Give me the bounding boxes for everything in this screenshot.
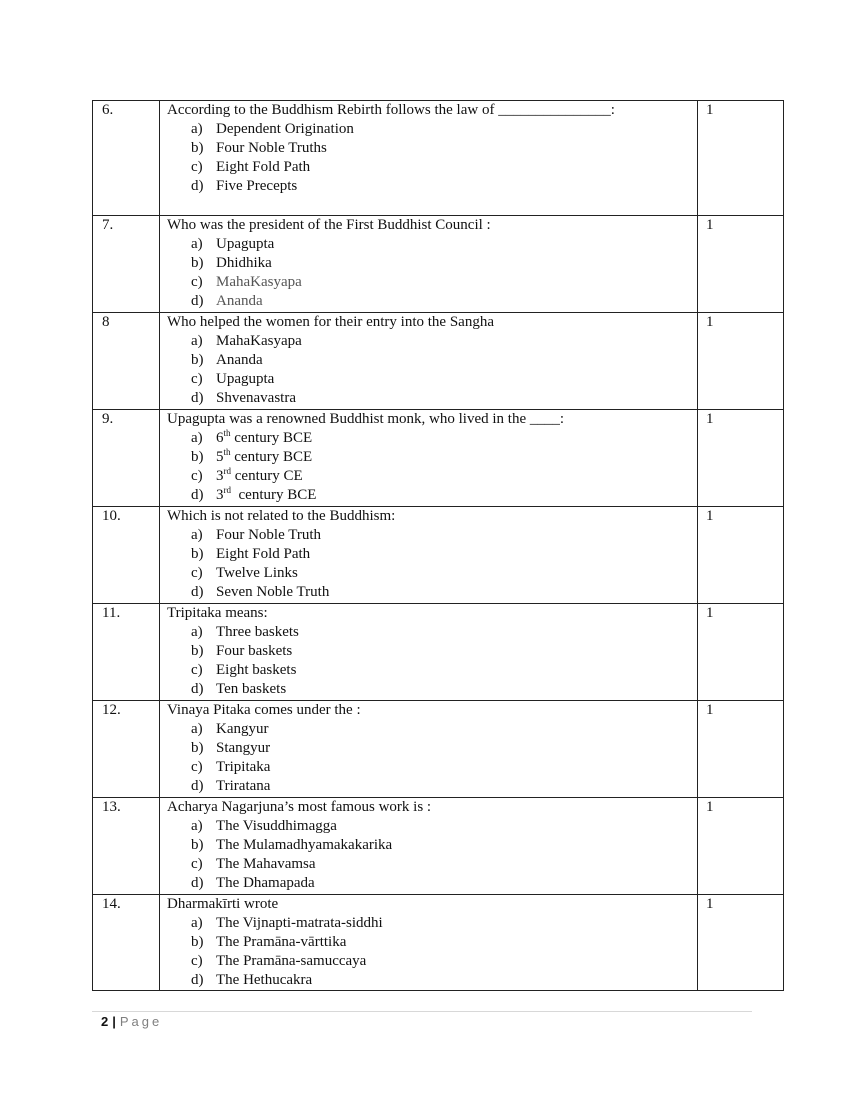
option-text: century BCE [230, 449, 313, 465]
option-item [191, 351, 697, 370]
option-number: 6 [216, 430, 224, 446]
page-footer [101, 1014, 162, 1029]
option-text: Dependent Origination [216, 121, 354, 137]
question-marks: 1 [698, 101, 784, 216]
option-text: Seven Noble Truth [216, 584, 330, 600]
option-item [191, 720, 697, 739]
option-item [191, 758, 697, 777]
option-text: Three baskets [216, 624, 299, 640]
option-text: Shvenavastra [216, 390, 296, 406]
option-text: Kangyur [216, 721, 269, 737]
question-number: 6. [93, 101, 160, 216]
question-text: According to the Buddhism Rebirth follows the law of _______________: [167, 102, 615, 118]
option-label: d) [191, 178, 204, 194]
option-item [191, 971, 697, 990]
option-label: c) [191, 468, 203, 484]
option-text: Ten baskets [216, 681, 287, 697]
option-item [191, 429, 697, 448]
option-label: a) [191, 430, 203, 446]
option-item [191, 933, 697, 952]
option-label: a) [191, 121, 203, 137]
option-label: d) [191, 390, 204, 406]
option-item [191, 389, 697, 408]
option-item [191, 739, 697, 758]
question-number: 7. [93, 216, 160, 313]
footer-separator: | [112, 1014, 116, 1029]
question-text: Upagupta was a renowned Buddhist monk, who lived in the ____: [167, 411, 565, 427]
question-marks: 1 [698, 216, 784, 313]
option-text: Four Noble Truths [216, 140, 327, 156]
option-number: 3 [216, 487, 224, 503]
option-label: a) [191, 818, 203, 834]
question-number: 9. [93, 410, 160, 507]
option-text: The Visuddhimagga [216, 818, 337, 834]
question-row [93, 216, 784, 313]
option-item [191, 545, 697, 564]
option-label: c) [191, 759, 203, 775]
option-item [191, 467, 697, 486]
option-text: Ananda [216, 352, 263, 368]
question-text: Tripitaka means: [167, 605, 268, 621]
option-list [167, 817, 697, 893]
option-ordinal-suffix: rd [223, 485, 231, 495]
option-label: b) [191, 740, 204, 756]
option-item [191, 486, 697, 505]
option-item [191, 235, 697, 254]
question-row [93, 507, 784, 604]
option-label: c) [191, 565, 203, 581]
option-text: Eight baskets [216, 662, 297, 678]
option-list [167, 120, 697, 196]
option-ordinal-suffix: th [223, 447, 231, 457]
option-label: b) [191, 140, 204, 156]
question-row [93, 313, 784, 410]
option-list [167, 526, 697, 602]
question-body [160, 410, 698, 507]
question-row [93, 410, 784, 507]
option-item [191, 623, 697, 642]
option-label: c) [191, 856, 203, 872]
option-label: a) [191, 527, 203, 543]
question-number: 14. [93, 895, 160, 991]
option-list [167, 429, 697, 505]
option-label: b) [191, 352, 204, 368]
option-item [191, 120, 697, 139]
question-number: 8 [93, 313, 160, 410]
question-body [160, 701, 698, 798]
option-list [167, 720, 697, 796]
question-marks: 1 [698, 798, 784, 895]
question-text: Vinaya Pitaka comes under the : [167, 702, 361, 718]
option-item [191, 139, 697, 158]
option-label: c) [191, 159, 203, 175]
option-item [191, 254, 697, 273]
option-item [191, 777, 697, 796]
option-text: Eight Fold Path [216, 546, 311, 562]
option-text: Triratana [216, 778, 271, 794]
question-row [93, 798, 784, 895]
question-marks: 1 [698, 701, 784, 798]
option-label: c) [191, 662, 203, 678]
option-text: century CE [231, 468, 303, 484]
option-ordinal-suffix: th [223, 428, 231, 438]
question-body [160, 798, 698, 895]
option-label: b) [191, 546, 204, 562]
option-text: Five Precepts [216, 178, 298, 194]
option-label: d) [191, 681, 204, 697]
option-text: century BCE [231, 487, 317, 503]
option-label: a) [191, 236, 203, 252]
option-text: The Hethucakra [216, 972, 313, 988]
option-item [191, 952, 697, 971]
option-text: The Pramāna-samuccaya [216, 953, 367, 969]
option-item [191, 332, 697, 351]
option-text: The Mahavamsa [216, 856, 316, 872]
option-text: MahaKasyapa [216, 274, 302, 290]
option-number: 3 [216, 468, 224, 484]
option-text: Tripitaka [216, 759, 271, 775]
option-item [191, 564, 697, 583]
option-text: century BCE [230, 430, 313, 446]
question-text: Who helped the women for their entry into the Sangha [167, 314, 494, 330]
question-marks: 1 [698, 410, 784, 507]
option-ordinal-suffix: rd [223, 466, 231, 476]
option-text: The Mulamadhyamakakarika [216, 837, 393, 853]
option-label: d) [191, 875, 204, 891]
option-item [191, 448, 697, 467]
option-item [191, 661, 697, 680]
option-text: The Pramāna-vārttika [216, 934, 347, 950]
option-label: b) [191, 934, 204, 950]
option-text: The Vijnapti-matrata-siddhi [216, 915, 383, 931]
option-text: Four baskets [216, 643, 293, 659]
option-text: Dhidhika [216, 255, 272, 271]
question-text: Which is not related to the Buddhism: [167, 508, 396, 524]
question-marks: 1 [698, 895, 784, 991]
question-number: 11. [93, 604, 160, 701]
option-label: d) [191, 584, 204, 600]
option-text: Upagupta [216, 371, 275, 387]
option-label: b) [191, 449, 204, 465]
question-row [93, 604, 784, 701]
option-label: a) [191, 915, 203, 931]
option-item [191, 158, 697, 177]
question-body [160, 216, 698, 313]
option-item [191, 583, 697, 602]
option-label: c) [191, 274, 203, 290]
option-label: c) [191, 371, 203, 387]
footer-divider [92, 1011, 752, 1012]
question-table [92, 100, 784, 991]
option-item [191, 292, 697, 311]
option-label: d) [191, 972, 204, 988]
option-item [191, 680, 697, 699]
question-row [93, 101, 784, 216]
option-label: c) [191, 953, 203, 969]
question-text: Dharmakīrti wrote [167, 896, 279, 912]
option-text: MahaKasyapa [216, 333, 302, 349]
question-marks: 1 [698, 604, 784, 701]
option-list [167, 235, 697, 311]
option-text: Four Noble Truth [216, 527, 322, 543]
option-text: Upagupta [216, 236, 275, 252]
option-item [191, 273, 697, 292]
option-label: a) [191, 624, 203, 640]
option-number: 5 [216, 449, 224, 465]
option-label: d) [191, 778, 204, 794]
option-list [167, 914, 697, 990]
option-item [191, 370, 697, 389]
question-number: 13. [93, 798, 160, 895]
option-item [191, 855, 697, 874]
question-text: Who was the president of the First Buddhist Council : [167, 217, 491, 233]
question-number: 12. [93, 701, 160, 798]
question-body [160, 604, 698, 701]
option-text: Stangyur [216, 740, 271, 756]
option-text: Eight Fold Path [216, 159, 311, 175]
question-text: Acharya Nagarjuna’s most famous work is : [167, 799, 432, 815]
option-label: b) [191, 643, 204, 659]
question-marks: 1 [698, 507, 784, 604]
option-text: The Dhamapada [216, 875, 315, 891]
option-label: d) [191, 293, 204, 309]
option-item [191, 177, 697, 196]
question-body [160, 313, 698, 410]
option-item [191, 817, 697, 836]
option-label: a) [191, 333, 203, 349]
question-body [160, 101, 698, 216]
option-item [191, 526, 697, 545]
question-row [93, 895, 784, 991]
option-item [191, 914, 697, 933]
option-label: a) [191, 721, 203, 737]
option-item [191, 836, 697, 855]
question-body [160, 507, 698, 604]
question-body [160, 895, 698, 991]
option-label: d) [191, 487, 204, 503]
page-number: 2 [101, 1014, 109, 1029]
page-label: Page [119, 1014, 163, 1029]
option-label: b) [191, 837, 204, 853]
option-text: Ananda [216, 293, 263, 309]
option-item [191, 874, 697, 893]
option-item [191, 642, 697, 661]
question-marks: 1 [698, 313, 784, 410]
option-list [167, 623, 697, 699]
option-list [167, 332, 697, 408]
question-number: 10. [93, 507, 160, 604]
question-row [93, 701, 784, 798]
option-text: Twelve Links [216, 565, 298, 581]
option-label: b) [191, 255, 204, 271]
